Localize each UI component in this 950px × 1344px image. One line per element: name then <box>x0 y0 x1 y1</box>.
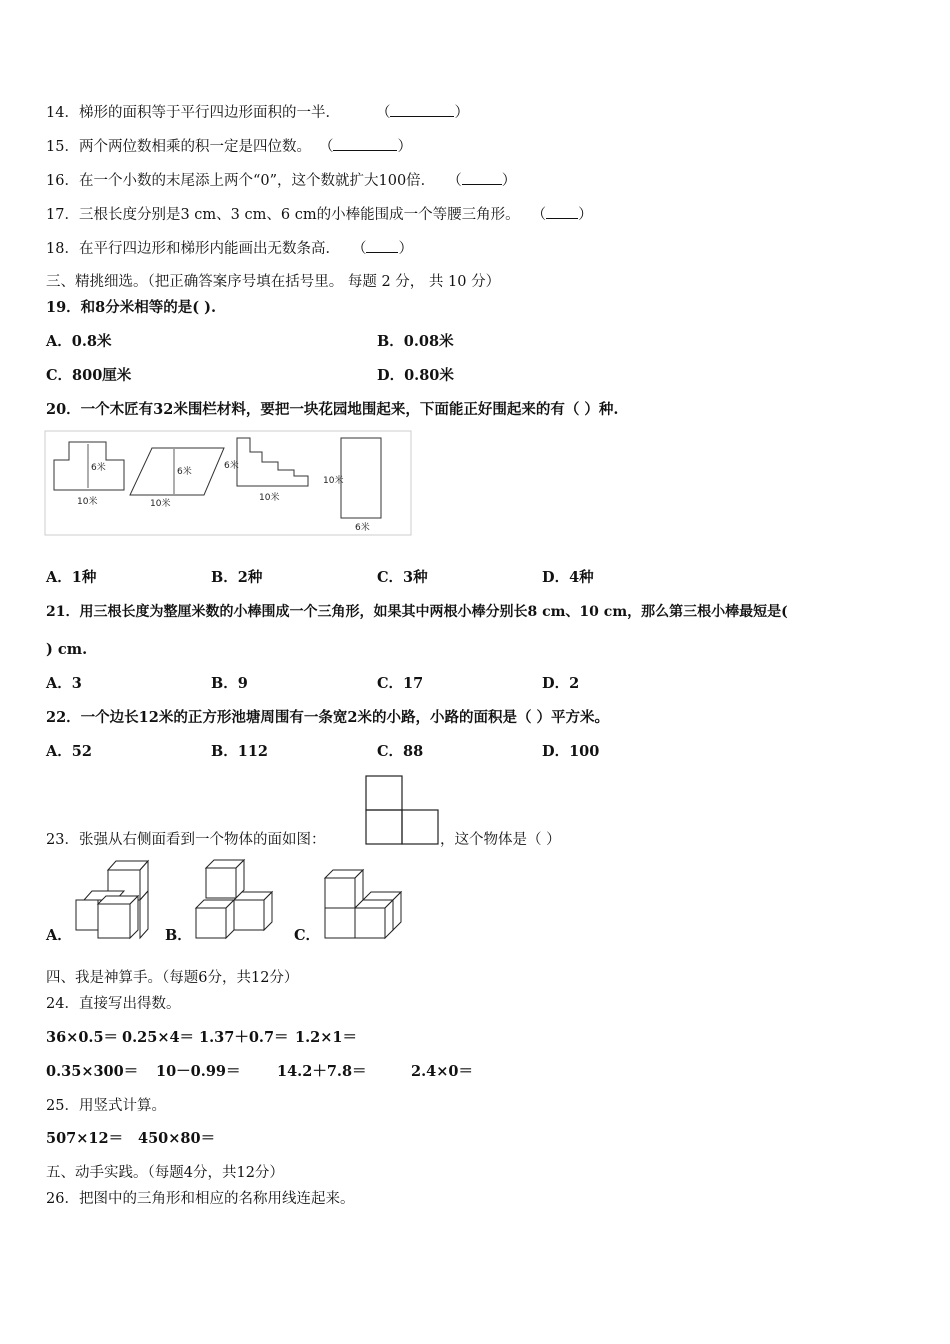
calc-item: 2.4×0＝ <box>411 1063 473 1080</box>
label-10m: 10米 <box>150 499 171 509</box>
q21-option-d[interactable]: D．2 <box>542 675 580 692</box>
question-25-stem: 25．用竖式计算。 <box>46 1098 166 1114</box>
question-19-stem: 19．和8分米相等的是( ). <box>46 299 217 316</box>
figure-frame <box>45 431 411 535</box>
question-18: 18．在平行四边形和梯形内能画出无数条高． （ ） <box>46 238 413 259</box>
q23-option-b[interactable]: B． <box>165 927 192 944</box>
shape-cross <box>54 442 124 490</box>
label-6m: 6米 <box>355 523 370 533</box>
calc-item: 0.25×4＝ <box>122 1029 195 1046</box>
question-24-stem: 24．直接写出得数。 <box>46 996 181 1012</box>
calc-item: 10－0.99＝ <box>156 1063 241 1080</box>
question-23-stem-end: ，这个物体是（ ） <box>440 832 561 848</box>
question-20-stem: 20．一个木匠有32米围栏材料，要把一块花园地围起来，下面能正好围起来的有（ ）种. <box>46 401 619 418</box>
q23-option-c[interactable]: C． <box>294 927 321 944</box>
label-10m: 10米 <box>259 493 280 503</box>
shape-rectangle <box>341 438 381 518</box>
shape-staircase <box>237 438 308 486</box>
question-22-stem: 22．一个边长12米的正方形池塘周围有一条宽2米的小路，小路的面积是（ ）平方米。 <box>46 709 609 726</box>
label-6m: 6米 <box>224 461 239 471</box>
answer-blank[interactable] <box>366 238 398 253</box>
calc-item: 1.37＋0.7＝ <box>199 1029 289 1046</box>
answer-blank[interactable] <box>462 170 502 185</box>
question-26-stem: 26．把图中的三角形和相应的名称用线连起来。 <box>46 1191 355 1207</box>
q20-figure <box>44 430 414 538</box>
calc-item: 450×80＝ <box>138 1130 216 1147</box>
q20-option-b[interactable]: B．2种 <box>211 569 263 586</box>
q22-option-a[interactable]: A．52 <box>46 743 92 760</box>
q19-option-c[interactable]: C．800厘米 <box>46 367 132 384</box>
question-21-stem: 21．用三根长度为整厘米数的小棒围成一个三角形，如果其中两根小棒分别长8 cm、10 cm，那么第三根小棒最短是( <box>46 604 788 620</box>
calc-item: 1.2×1＝ <box>295 1029 357 1046</box>
q20-option-a[interactable]: A．1种 <box>46 569 97 586</box>
answer-blank[interactable] <box>390 102 454 117</box>
q22-option-d[interactable]: D．100 <box>542 743 600 760</box>
calc-item: 0.35×300＝ <box>46 1063 139 1080</box>
q19-option-a[interactable]: A．0.8米 <box>46 333 112 350</box>
label-10m: 10米 <box>323 476 344 486</box>
question-15: 15．两个两位数相乘的积一定是四位数。 （ ） <box>46 136 412 157</box>
q20-option-c[interactable]: C．3种 <box>377 569 428 586</box>
calc-item: 14.2＋7.8＝ <box>277 1063 367 1080</box>
q19-option-b[interactable]: B．0.08米 <box>377 333 454 350</box>
q23-option-a-figure <box>76 858 152 944</box>
q23-side-view-figure <box>365 775 439 847</box>
q19-option-d[interactable]: D．0.80米 <box>377 367 454 384</box>
section-title-3: 三、精挑细选。（把正确答案序号填在括号里。 每题 2 分， 共 10 分） <box>46 274 501 290</box>
answer-blank[interactable] <box>546 204 578 219</box>
question-21-stem-cont: ) cm. <box>46 641 88 658</box>
question-16: 16．在一个小数的末尾添上两个“0”，这个数就扩大100倍． （ ） <box>46 170 516 191</box>
q21-option-a[interactable]: A．3 <box>46 675 82 692</box>
question-14: 14．梯形的面积等于平行四边形面积的一半． （ ） <box>46 102 469 123</box>
label-6m: 6米 <box>91 463 106 473</box>
section-title-4: 四、我是神算手。（每题6分，共12分） <box>46 970 299 986</box>
section-title-5: 五、动手实践。（每题4分，共12分） <box>46 1165 284 1181</box>
q20-option-d[interactable]: D．4种 <box>542 569 594 586</box>
q23-option-a[interactable]: A． <box>46 927 72 944</box>
label-10m: 10米 <box>77 497 98 507</box>
q21-option-b[interactable]: B．9 <box>211 675 248 692</box>
question-23-stem: 23．张强从右侧面看到一个物体的面如图： <box>46 832 326 848</box>
q23-option-b-figure <box>194 858 276 944</box>
calc-item: 36×0.5＝ <box>46 1029 119 1046</box>
answer-blank[interactable] <box>333 136 397 151</box>
question-17: 17．三根长度分别是3 cm、3 cm、6 cm的小棒能围成一个等腰三角形。 （ ） <box>46 204 593 225</box>
calc-item: 507×12＝ <box>46 1130 124 1147</box>
q23-option-c-figure <box>322 866 408 944</box>
q21-option-c[interactable]: C．17 <box>377 675 424 692</box>
q22-option-b[interactable]: B．112 <box>211 743 269 760</box>
label-6m: 6米 <box>177 467 192 477</box>
q22-option-c[interactable]: C．88 <box>377 743 424 760</box>
